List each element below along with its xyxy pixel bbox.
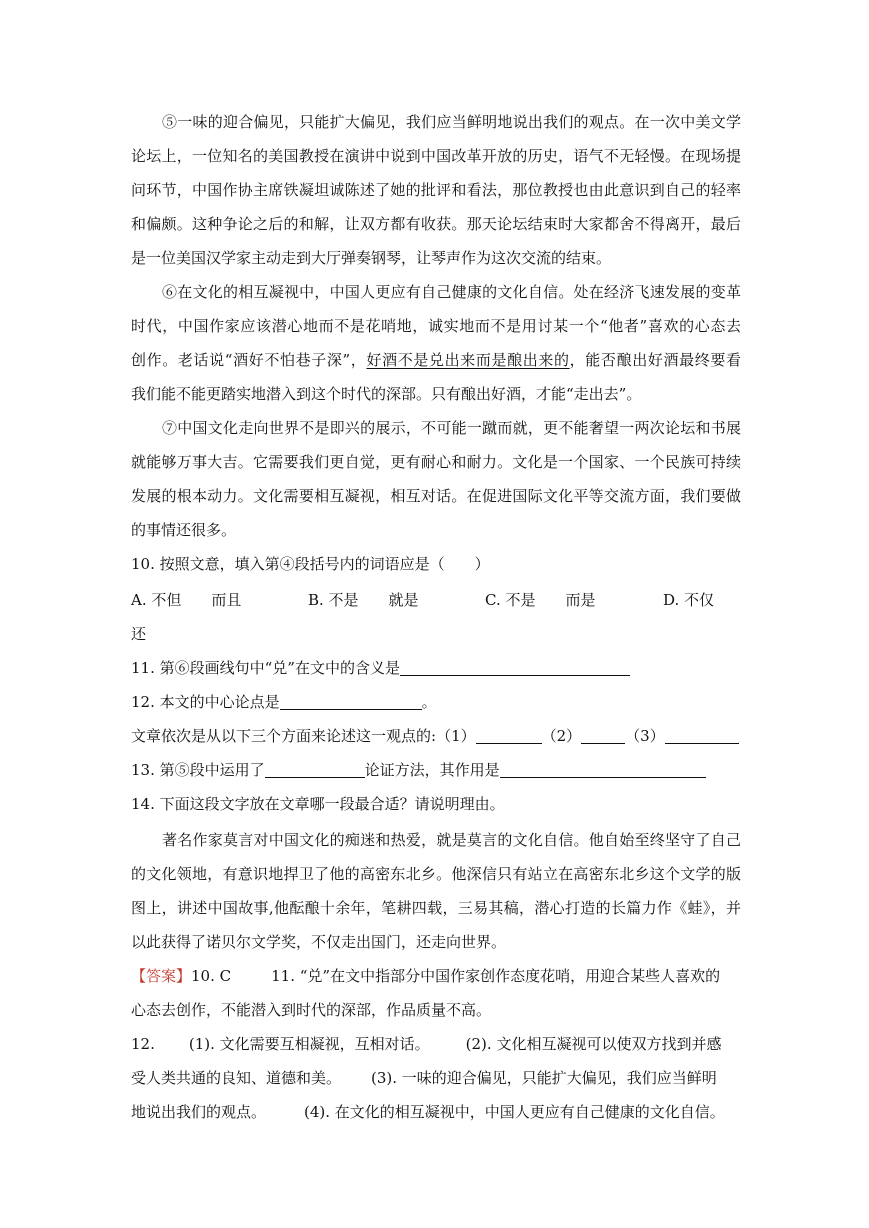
answer-12-point-3-line-2: 地说出我们的观点。 <box>131 1103 267 1121</box>
q11-answer-blank[interactable] <box>400 661 630 676</box>
answer-12-point-3-line-1: (3). 一味的迎合偏见，只能扩大偏见，我们应当鲜明 <box>371 1069 717 1087</box>
q13-text-a: 13. 第⑤段中运用了 <box>131 761 265 779</box>
q12-end: 。 <box>421 693 437 711</box>
answer-12-point-2-line-1: (2). 文化相互凝视可以使双方找到并感 <box>465 1035 722 1053</box>
para6-line-3 <box>131 350 741 370</box>
answer-12-point-4: (4). 在文化的相互凝视中，中国人更应有自己健康的文化自信。 <box>304 1103 725 1121</box>
para5-line-5: 是一位美国汉学家主动走到大厅弹奏钢琴，让琴声作为这次交流的结束。 <box>131 249 612 267</box>
answer-12-line-2 <box>131 1068 741 1088</box>
q12-blank-2[interactable] <box>581 729 625 744</box>
q10-option-d: D. 不仅 <box>663 591 715 609</box>
q10-stem: 10. 按照文意，填入第④段括号内的词语应是（ ） <box>131 555 490 573</box>
answer-12-point-1: (1). 文化需要互相凝视，互相对话。 <box>188 1035 430 1053</box>
q13-line <box>131 760 741 780</box>
q12-label-2: （2） <box>541 727 582 745</box>
para5-line-1: ⑤一味的迎合偏见，只能扩大偏见，我们应当鲜明地说出我们的观点。在一次中美文学 <box>162 113 741 131</box>
answer-12-number: 12. <box>131 1035 155 1053</box>
answer-11-line-2: 心态去创作，不能潜入到时代的深部，作品质量不高。 <box>131 1001 492 1019</box>
q11-line <box>131 658 741 678</box>
q10-option-c: C. 不是 而是 <box>485 591 596 609</box>
q14-passage-line-4: 以此获得了诺贝尔文学奖，不仅走出国门，还走向世界。 <box>131 933 507 951</box>
q12-label-1: （1） <box>436 727 476 745</box>
answer-10: 10. C <box>191 967 232 985</box>
para7-line-1: ⑦中国文化走向世界不是即兴的展示，不可能一蹴而就，更不能奢望一两次论坛和书展 <box>162 419 741 437</box>
q12-stem: 12. 本文的中心论点是 <box>131 693 280 711</box>
para6-line-3-after: ，能否酿出好酒最终要看 <box>569 351 741 369</box>
q11-stem: 11. 第⑥段画线句中“兑”在文中的含义是 <box>131 659 400 677</box>
para7-line-4: 的事情还很多。 <box>131 521 237 539</box>
q12-blank-3[interactable] <box>665 729 739 744</box>
para5-line-4: 和偏颇。这种争论之后的和解，让双方都有收获。那天论坛结束时大家都舍不得离开，最后 <box>131 215 741 233</box>
underlined-sentence: 好酒不是兑出来而是酿出来的 <box>366 351 570 369</box>
q12-answer-blank[interactable] <box>280 695 422 710</box>
q14-passage-line-2: 的文化领地，有意识地捍卫了他的高密东北乡。他深信只有站立在高密东北乡这个文学的版 <box>131 865 741 883</box>
answer-11-line-1: 11. “兑”在文中指部分中国作家创作态度花哨，用迎合某些人喜欢的 <box>271 967 721 985</box>
q12-blank-1[interactable] <box>476 729 542 744</box>
answer-12-line-3 <box>131 1102 741 1122</box>
para6-line-2: 时代，中国作家应该潜心地而不是花哨地，诚实地而不是用讨某一个“他者”喜欢的心态去 <box>131 317 741 335</box>
q14-passage-line-1: 著名作家莫言对中国文化的痴迷和热爱，就是莫言的文化自信。他自始至终坚守了自己 <box>162 831 741 849</box>
para7-line-2: 就能够万事大吉。它需要我们更自觉，更有耐心和耐力。文化是一个国家、一个民族可持续 <box>131 453 741 471</box>
q10-options <box>131 590 741 610</box>
answer-line-1 <box>131 966 741 986</box>
q13-blank-effect[interactable] <box>500 763 706 778</box>
q12-sub-text: 文章依次是从以下三个方面来论述这一观点的: <box>131 727 437 745</box>
para6-line-4: 我们能不能更踏实地潜入到这个时代的深部。只有酿出好酒，才能“走出去”。 <box>131 385 642 403</box>
para7-line-3: 发展的根本动力。文化需要相互凝视，相互对话。在促进国际文化平等交流方面，我们要做 <box>131 487 741 505</box>
q14-passage-line-3: 图上，讲述中国故事,他酝酿十余年，笔耕四载，三易其稿，潜心打造的长篇力作《蛙》，并 <box>131 899 741 917</box>
q14-stem: 14. 下面这段文字放在文章哪一段最合适？请说明理由。 <box>131 795 505 813</box>
q10-option-a: A. 不但 而且 <box>131 591 242 609</box>
para5-line-3: 问环节，中国作协主席铁凝坦诚陈述了她的批评和看法，那位教授也由此意识到自己的轻率 <box>131 181 741 199</box>
para6-line-3-before: 创作。老话说“酒好不怕巷子深”， <box>131 351 367 369</box>
answer-12-point-2-line-2: 受人类共通的良知、道德和美。 <box>131 1069 342 1087</box>
para5-line-2: 论坛上，一位知名的美国教授在演讲中说到中国改革开放的历史，语气不无轻慢。在现场提 <box>131 147 741 165</box>
q13-blank-method[interactable] <box>265 763 365 778</box>
q12-label-3: （3） <box>625 727 665 745</box>
q12-line <box>131 692 741 712</box>
para6-line-1: ⑥在文化的相互凝视中，中国人更应有自己健康的文化自信。处在经济飞速发展的变革 <box>162 283 741 301</box>
q10-option-wrap: 还 <box>131 625 147 643</box>
answer-tag: 【答案】 <box>131 967 192 985</box>
answer-12-line-1 <box>131 1034 741 1054</box>
q12-sub-line <box>131 726 741 746</box>
q13-text-b: 论证方法，其作用是 <box>364 761 500 779</box>
q10-option-b: B. 不是 就是 <box>308 591 419 609</box>
